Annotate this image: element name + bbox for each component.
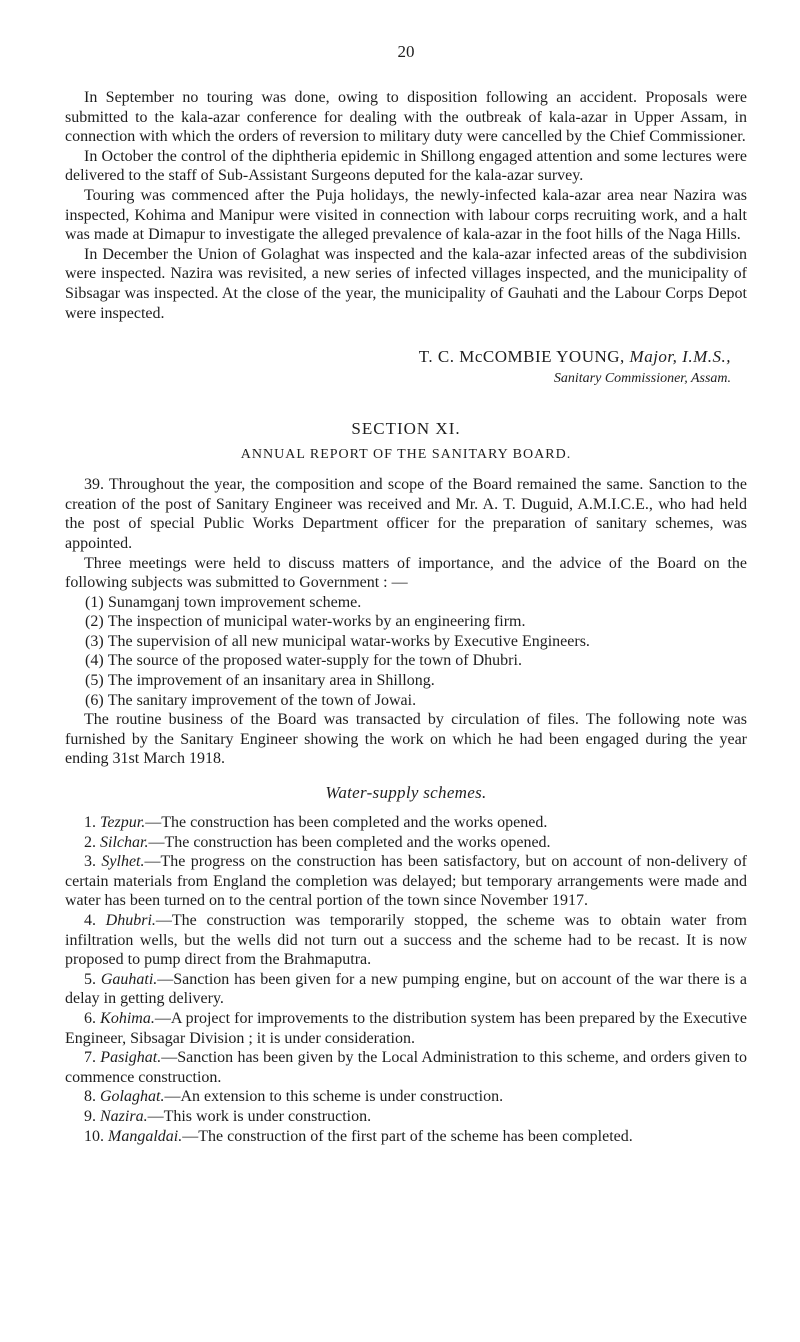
- board-paragraphs: [65, 475, 747, 593]
- paragraph: In December the Union of Golaghat was inspected and the kala-azar infected areas of the subdivision were inspected. Nazira was revisited, a new series of infected villages inspected, and the municipality of Sibsagar was inspected. At the close of the year, the municipality of Gauhati and the Labour Corps Depot were inspected.: [65, 245, 747, 322]
- section-subtitle: ANNUAL REPORT OF THE SANITARY BOARD.: [240, 447, 572, 463]
- intro-paragraphs: [65, 88, 747, 323]
- paragraph: Three meetings were held to discuss matters of importance, and the advice of the Board on the following subjects was submitted to Government : —: [65, 554, 747, 592]
- scheme-item: 10. Mangaldai.—The construction of the first part of the scheme has been completed.: [84, 1127, 633, 1145]
- scheme-item: 7. Pasighat.—Sanction has been given by the Local Administration to this scheme, and orders given to commence construction.: [65, 1049, 747, 1086]
- list-item: (6) The sanitary improvement of the town of Jowai.: [85, 691, 417, 709]
- subjects-list: [65, 593, 747, 711]
- paragraph: In October the control of the diphtheria epidemic in Shillong engaged attention and some lectures were delivered to the staff of Sub-Assistant Surgeons deputed for the kala-azar survey.: [65, 147, 747, 185]
- signature-name: T. C. McCOMBIE YOUNG,: [418, 347, 625, 367]
- page-number: 20: [397, 42, 415, 61]
- paragraph: Touring was commenced after the Puja holidays, the newly-infected kala-azar area near Nazira was inspected, Kohima and Manipur were visited in connection with labour corps recruiting work, and a halt was made at Dimapur to investigate the alleged prevalence of kala-azar in the foot hills of the Naga Hills.: [65, 186, 747, 244]
- list-item: (2) The inspection of municipal water-works by an engineering firm.: [85, 613, 526, 631]
- list-item: (5) The improvement of an insanitary area in Shillong.: [85, 672, 435, 690]
- signature-designation: Sanitary Commissioner, Assam.: [553, 371, 731, 387]
- signature: [65, 347, 747, 367]
- routine-paragraph: The routine business of the Board was transacted by circulation of files. The following note was furnished by the Sanitary Engineer showing the work on which he had been engaged during the year ending 31st March 1918.: [65, 711, 747, 768]
- water-supply-heading: Water-supply schemes.: [325, 783, 487, 803]
- section-title: SECTION XI.: [351, 419, 461, 439]
- scheme-item: 2. Silchar.—The construction has been completed and the works opened.: [84, 833, 551, 851]
- scheme-item: 9. Nazira.—This work is under construction.: [84, 1107, 372, 1125]
- list-item: (3) The supervision of all new municipal watar-works by Executive Engineers.: [85, 632, 590, 650]
- scheme-item: 1. Tezpur.—The construction has been completed and the works opened.: [84, 814, 548, 832]
- signature-rank: Major, I.M.S.,: [629, 347, 731, 367]
- paragraph: In September no touring was done, owing to disposition following an accident. Proposals were submitted to the kala-azar conference for dealing with the outbreak of kala-azar in Upper Assam, in connection with which the orders of reversion to military duty were cancelled by the Chief Commissioner.: [65, 89, 747, 146]
- paragraph: 39. Throughout the year, the composition and scope of the Board remained the same. Sanction to the creation of the post of Sanitary Engineer was received and Mr. A. T. Duguid, A.M.I.C.E., who had held the post of special Public Works Department officer for the preparation of sanitary schemes, was appointed.: [65, 476, 747, 552]
- list-item: (1) Sunamganj town improvement scheme.: [85, 593, 362, 611]
- schemes-list: [65, 813, 747, 1146]
- list-item: (4) The source of the proposed water-supply for the town of Dhubri.: [85, 652, 522, 670]
- scheme-item: 4. Dhubri.—The construction was temporarily stopped, the scheme was to obtain water from infiltration wells, but the wells did not turn out a success and the scheme had to be recast. It is now proposed to pump direct from the Brahmaputra.: [65, 912, 747, 969]
- scheme-item: 3. Sylhet.—The progress on the construction has been satisfactory, but on account of non-delivery of certain materials from England the completion was delayed; but temporary arrangements were made and water has been turned on to the central portion of the town since November 1917.: [65, 853, 748, 910]
- scheme-item: 8. Golaghat.—An extension to this scheme is under construction.: [84, 1088, 504, 1106]
- scheme-item: 5. Gauhati.—Sanction has been given for a new pumping engine, but on account of the war there is a delay in getting delivery.: [65, 970, 748, 1008]
- scheme-item: 6. Kohima.—A project for improvements to the distribution system has been prepared by the Executive Engineer, Sibsagar Division ; it is under consideration.: [65, 1009, 748, 1047]
